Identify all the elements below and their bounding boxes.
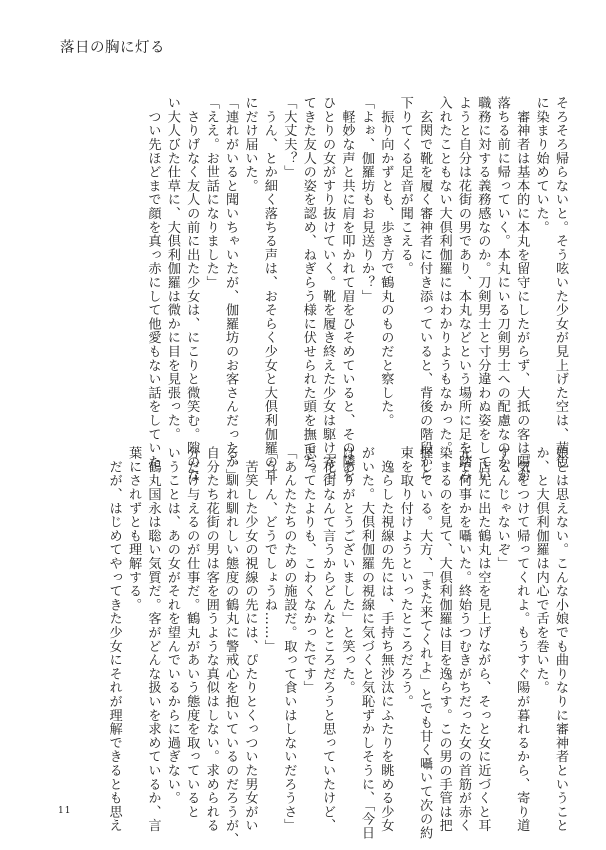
text-line: ひとりの女がすり抜けていく。靴を履き終えた少女は駆け寄っ [320,96,336,483]
text-line: うん、とか細く落ちる声は、おそらく少女と大倶利伽羅の耳 [261,96,277,483]
text-block-top [143,96,570,483]
text-line: 鶴丸国永は聡い気質だ。客がどんな扱いを求めているか、言 [145,446,161,833]
text-line: 「気をつけて帰ってくれよ。もうすぐ陽が暮れるから、寄り道 [514,446,530,833]
text-line: 葉にされずとも理解する。 [126,446,142,612]
text-line: つい先ほどまで顔を真っ赤にして他愛もない話をしていた [145,96,161,469]
text-line: 娘とは思えない。こんな小娘でも曲りなりに審神者ということ [553,446,568,833]
text-line: いうことは、あの女がそれを望んでいるからに過ぎない。 [164,446,180,805]
text-line: がいた。大倶利伽羅の視線に気づくと気恥ずかしそうに、「今日 [358,446,374,840]
text-line: い大人びた仕草に、大倶利伽羅は微かに目を見張った。 [164,96,180,441]
text-line: る。馴れ馴れしい態度の鶴丸に警戒心を抱いているのだろうが、 [223,446,239,847]
text-line: 「うーん、どうでしょうね……」 [261,446,277,653]
text-line: そろそろ帰らないと。そう呟いた少女が見上げた空は、茜色 [553,96,568,469]
text-line: だが、はじめてやってきた少女にそれが理解できるとも思え [106,446,122,833]
text-line: 職務に対する義務感なのか。刀剣男士と寸分違わぬ姿をしてい [475,96,491,483]
text-line: 玄関で靴を履く審神者に付き添っていると、背後の階段から [417,96,433,483]
text-line: てきた友人の姿を認め、ねぎらう様に伏せられた頭を撫でた。 [300,96,316,483]
text-line: するんじゃないぞ」 [494,446,510,571]
text-block-bottom [104,446,570,847]
page-number: 11 [58,806,72,816]
text-line: ようと自分は花街の男であり、本丸などという場所に足を踏み [455,96,471,483]
text-line: 「花街なんて言うからどんなところだろうと思っていたけど、 [320,446,336,833]
text-line: 分だけ与えるのが仕事だ。鶴丸があいう態度を取っていると [184,446,200,819]
text-line: 苦笑した少女の視線の先には、ぴたりとくっついた男女がい [242,446,258,833]
text-line: 「大丈夫？」 [281,96,297,179]
text-line: 逸らした視線の先には、手持ち無沙汰にふたりを眺める少女 [378,446,394,833]
text-line: に染まり始めていた。 [533,96,549,234]
text-line: 「よぉ、伽羅坊もお見送りか？」 [358,96,374,303]
text-line: 「連れがいると聞いちゃいたが、伽羅坊のお客さんだったか」 [223,96,239,483]
text-line: 自分たち花街の男は客を囲うような真似はしない。求められる [203,446,219,833]
text-line: か、と大倶利伽羅は内心で舌を巻いた。 [533,446,549,695]
text-line: さりげなく友人の前に出た少女は、にこりと微笑む。隙のな [184,96,200,483]
text-line: 下りてくる足音が聞こえる。 [397,96,413,276]
text-line: 店先に出た鶴丸は空を見上げながら、そっと女に近づくと耳 [475,446,491,833]
text-line: はありがとうございました」と笑った。 [339,446,355,695]
text-line: 「あんたたちのための施設だ。取って食いはしないだろうさ」 [281,446,297,833]
text-line: 握している。大方、「また来てくれよ」とでも甘く囁いて次の約 [417,446,433,840]
text-line: 落ちる前に帰っていく。本丸にいる刀剣男士への配慮なのか、 [494,96,510,483]
text-line: 束を取り付けようといったところだろう。 [397,446,413,709]
text-line: 軽妙な声と共に肩を叩かれて眉をひそめていると、その隣を [339,96,355,483]
text-line: 「ええ。お世話になりました」 [203,96,219,290]
text-line: 入れたこともない大倶利伽羅にはわかりようもなかった。 [436,96,452,455]
text-line: 思ってたよりも、こわくなかったです」 [300,446,316,695]
text-line: 染まるのを見て、大倶利伽羅は目を逸らす。この男の手管は把 [436,446,452,833]
running-title: 落日の胸に灯る [60,40,165,56]
text-line: 審神者は基本的に本丸を留守にしたがらず、大抵の客は陽が [514,96,530,483]
text-line: 元で何事かを囁いた。終始うつむきがちだった女の首筋が赤く [455,446,471,833]
text-line: にだけ届いた。 [242,96,258,193]
text-line: 振り向かずとも、歩き方で鶴丸のものだと察した。 [378,96,394,428]
